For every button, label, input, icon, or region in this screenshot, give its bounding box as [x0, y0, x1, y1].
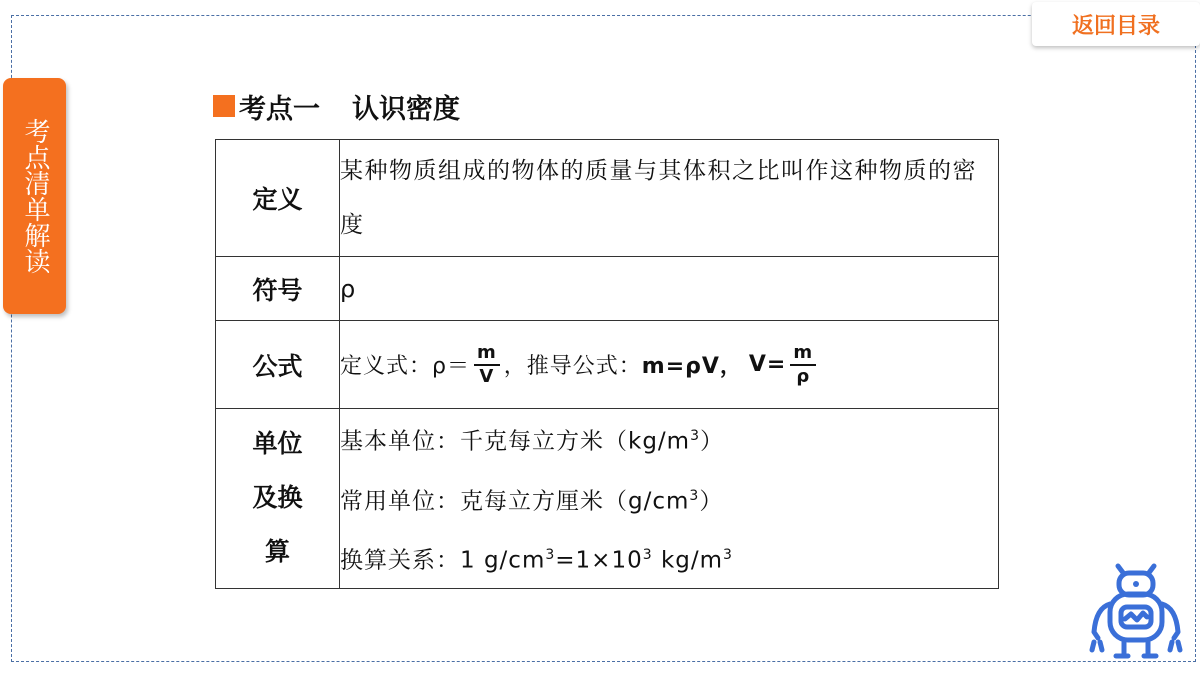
symbol-value: ρ: [340, 274, 356, 303]
definition-text: 某种物质组成的物体的质量与其体积之比叫作这种物质的密度: [340, 158, 977, 238]
fraction-m-over-rho: [790, 342, 816, 388]
table-row-unit: [216, 409, 999, 589]
definition-label: 定义: [216, 140, 340, 257]
formula-label: 公式: [216, 321, 340, 409]
heading-part2: 认识密度: [352, 93, 460, 125]
unit-label-line-3: 算: [264, 537, 290, 567]
formula-prefix: 定义式：: [340, 354, 433, 379]
symbol-content: [340, 257, 999, 321]
table-row-formula: [216, 321, 999, 409]
unit-label-line-1: 单位: [252, 429, 303, 459]
fraction-m-over-v: [474, 342, 500, 388]
formula-middle: ，推导公式：: [503, 354, 642, 379]
density-table: [215, 139, 999, 589]
symbol-label: 符号: [216, 257, 340, 321]
table-row-definition: [216, 140, 999, 257]
formula-v-eq: V=: [748, 352, 787, 377]
heading-part1: 考点一: [239, 93, 320, 125]
table-row-symbol: [216, 257, 999, 321]
formula-m-eq: m=ρV，: [641, 354, 743, 379]
unit-line-conversion: 换算关系：1 $g/cm^3=1\times 10^3$ $kg/m^3$: [340, 547, 733, 574]
formula-content: [340, 321, 999, 409]
side-section-label: 考点清单解读: [20, 118, 50, 274]
heading-square-marker: [213, 95, 235, 117]
back-to-contents-button[interactable]: [1032, 2, 1200, 46]
robot-icon: [1088, 560, 1184, 660]
formula-rho-eq: ρ＝: [432, 354, 470, 379]
fraction1-denominator: V: [479, 365, 495, 387]
fraction1-numerator: m: [474, 342, 500, 366]
unit-label-line-2: 及换: [252, 483, 303, 513]
fraction2-numerator: m: [790, 342, 816, 366]
formula-line: [340, 342, 998, 388]
section-heading: [213, 86, 460, 126]
fraction2-denominator: ρ: [796, 365, 811, 387]
unit-label: [216, 409, 340, 589]
unit-line-basic: 基本单位：千克每立方米$(kg/m^3)$: [340, 428, 724, 455]
side-section-tab[interactable]: [3, 78, 66, 314]
definition-content: [340, 140, 999, 257]
unit-content: [340, 409, 999, 589]
unit-line-common: 常用单位：克每立方厘米$(g/cm^3)$: [340, 487, 724, 515]
back-to-contents-label: 返回目录: [1071, 13, 1160, 39]
